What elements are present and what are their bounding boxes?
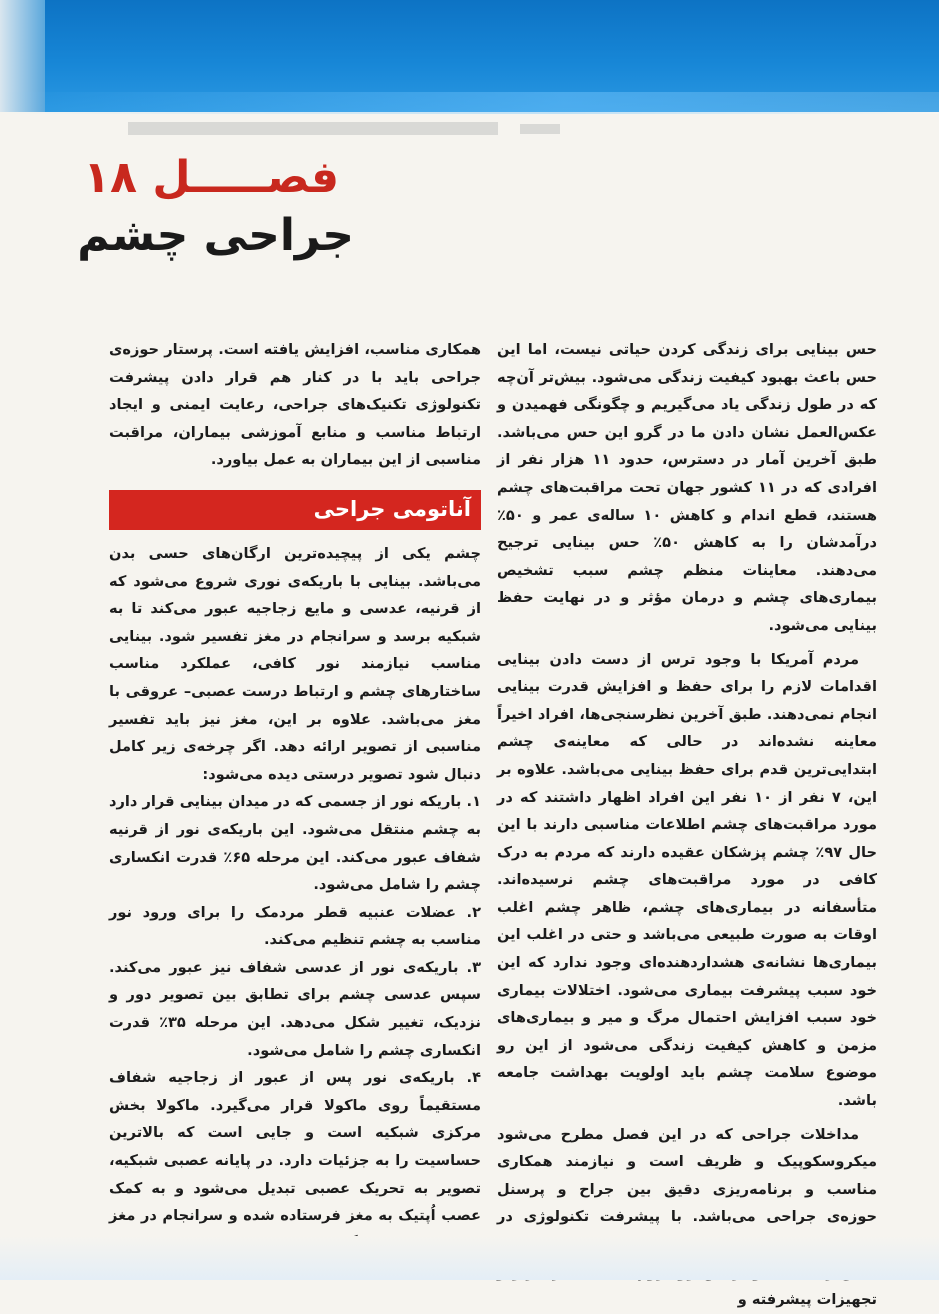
left-column — [109, 336, 481, 1257]
banner-stripe — [0, 92, 939, 114]
paragraph: مردم آمریکا با وجود ترس از دست دادن بینایی اقدامات لازم را برای حفظ و افزایش قدرت بینایی انجام نمی‌دهند. طبق آخرین نظرسنجی‌ها، افراد اخیراً معاینه نشده‌اند در حالی که معاینه‌ی چشم ابتدایی‌ترین قدم برای حفظ بینایی می‌باشد. علاوه بر این، ۷ نفر از ۱۰ نفر این افراد اظهار داشتند که در مورد مراقبت‌های چشم اطلاعات مناسبی دارند با این حال ۹۷٪ چشم پزشکان عقیده دارند که مردم به درک کافی در مورد مراقبت‌های چشم نرسیده‌اند. متأسفانه در بیماری‌های چشم، ظاهر چشم اغلب اوقات به صورت طبیعی می‌باشد و حتی در اغلب این بیماری‌ها نشانه‌ی هشداردهنده‌ای وجود ندارد که این خود سبب پیشرفت بیماری می‌شود. اختلالات بیماری خود سبب افزایش احتمال مرگ و میر و بیماری‌های مزمن و کاهش کیفیت زندگی می‌شود از این رو موضوع سلامت چشم باید اولویت بهداشت جامعه باشد. — [497, 650, 877, 1110]
paragraph: همکاری مناسب، افزایش یافته است. پرستار حوزه‌ی جراحی باید با در کنار هم قرار دادن پیشرفت تکنولوژی تکنیک‌های جراحی، رعایت ایمنی و ایجاد ارتباط مناسب و منابع آموزشی بیماران، مراقبت مناسبی از این بیماران به عمل بیاورد. — [109, 341, 481, 469]
chapter-title: جراحی چشم — [77, 210, 354, 261]
list-item: ۱. باریکه نور از جسمی که در میدان بینایی قرار دارد به چشم منتقل می‌شود. این باریکه‌ی نور از قرنیه شفاف عبور می‌کند. این مرحله ۶۵٪ قدرت انکساری چشم را شامل می‌شود. — [109, 793, 481, 894]
list-item: ۲. عضلات عنبیه قطر مردمک را برای ورود نور مناسب به چشم تنظیم می‌کند. — [109, 903, 481, 949]
paragraph: چشم یکی از پیچیده‌ترین ارگان‌های حسی بدن می‌باشد. بینایی با باریکه‌ی نوری شروع می‌شود که از قرنیه، عدسی و مایع زجاجیه عبور می‌کند تا به شبکیه برسد و سرانجام در مغز تفسیر شود. بینایی مناسب نیازمند نور کافی، عملکرد مناسب ساختارهای چشم و ارتباط درست عصبی– عروقی با مغز می‌باشد. علاوه بر این، مغز نیز باید تفسیر مناسبی از تصویر ارائه دهد. اگر چرخه‌ی زیر کامل دنبال شود تصویر درستی دیده می‌شود: — [109, 544, 481, 783]
paragraph: مداخلات جراحی که در این فصل مطرح می‌شود میکروسکوپیک و ظریف است و نیازمند همکاری مناسب و برنامه‌ریزی دقیق بین جراح و پرسنل حوزه‌ی جراحی می‌باشد. با پیشرفت تکنولوژی در تجهیزات پیشرفته و — [497, 1125, 877, 1309]
list-item: ۴. باریکه‌ی نور پس از عبور از زجاجیه شفاف مستقیماً روی ماکولا قرار می‌گیرد. ماکولا بخش مرکزی شبکیه است و جایی است که بالاترین حساسیت را به جزئیات دارد. در پایانه عصبی شبکیه، تصویر به تحریک عصبی تبدیل می‌شود و به کمک عصب اُپتیک به مغز فرستاده شده و سرانجام در مغز — [109, 1069, 481, 1225]
bottom-band — [0, 1236, 939, 1280]
decorative-bar-small — [520, 124, 560, 134]
section-heading: آناتومی جراحی — [109, 490, 481, 530]
chapter-label: فصـــــل ۱۸ — [83, 152, 339, 203]
paragraph: حس بینایی برای زندگی کردن حیاتی نیست، اما این حس باعث بهبود کیفیت زندگی می‌شود. بیش‌تر آن‌چه که در طول زندگی یاد می‌گیریم و چگونگی فهمیدن و عکس‌العمل نشان دادن ما در گرو این حس می‌باشد. طبق آخرین آمار در دسترس، حدود ۱۱ هزار نفر از افرادی که در ۱۱ کشور جهان تحت مراقبت‌های چشم هستند، قطع اندام و کاهش ۱۰ ساله‌ی عمر و ۵۰٪ درآمدشان را به کاهش ۵۰٪ حس بینایی ترجیح می‌دهند. معاینات منظم چشم سبب تشخیص بیماری‌های چشم و درمان مؤثر و در نهایت حفظ بینایی می‌شود. — [497, 341, 878, 634]
decorative-bar — [128, 122, 498, 135]
list-item: ۳. باریکه‌ی نور از عدسی شفاف نیز عبور می‌کند. سپس عدسی چشم برای تطابق بین تصویر دور و نزدیک، تغییر شکل می‌دهد. این مرحله ۳۵٪ قدرت انکساری چشم را شامل می‌شود. — [109, 958, 481, 1059]
right-column — [497, 336, 877, 1314]
